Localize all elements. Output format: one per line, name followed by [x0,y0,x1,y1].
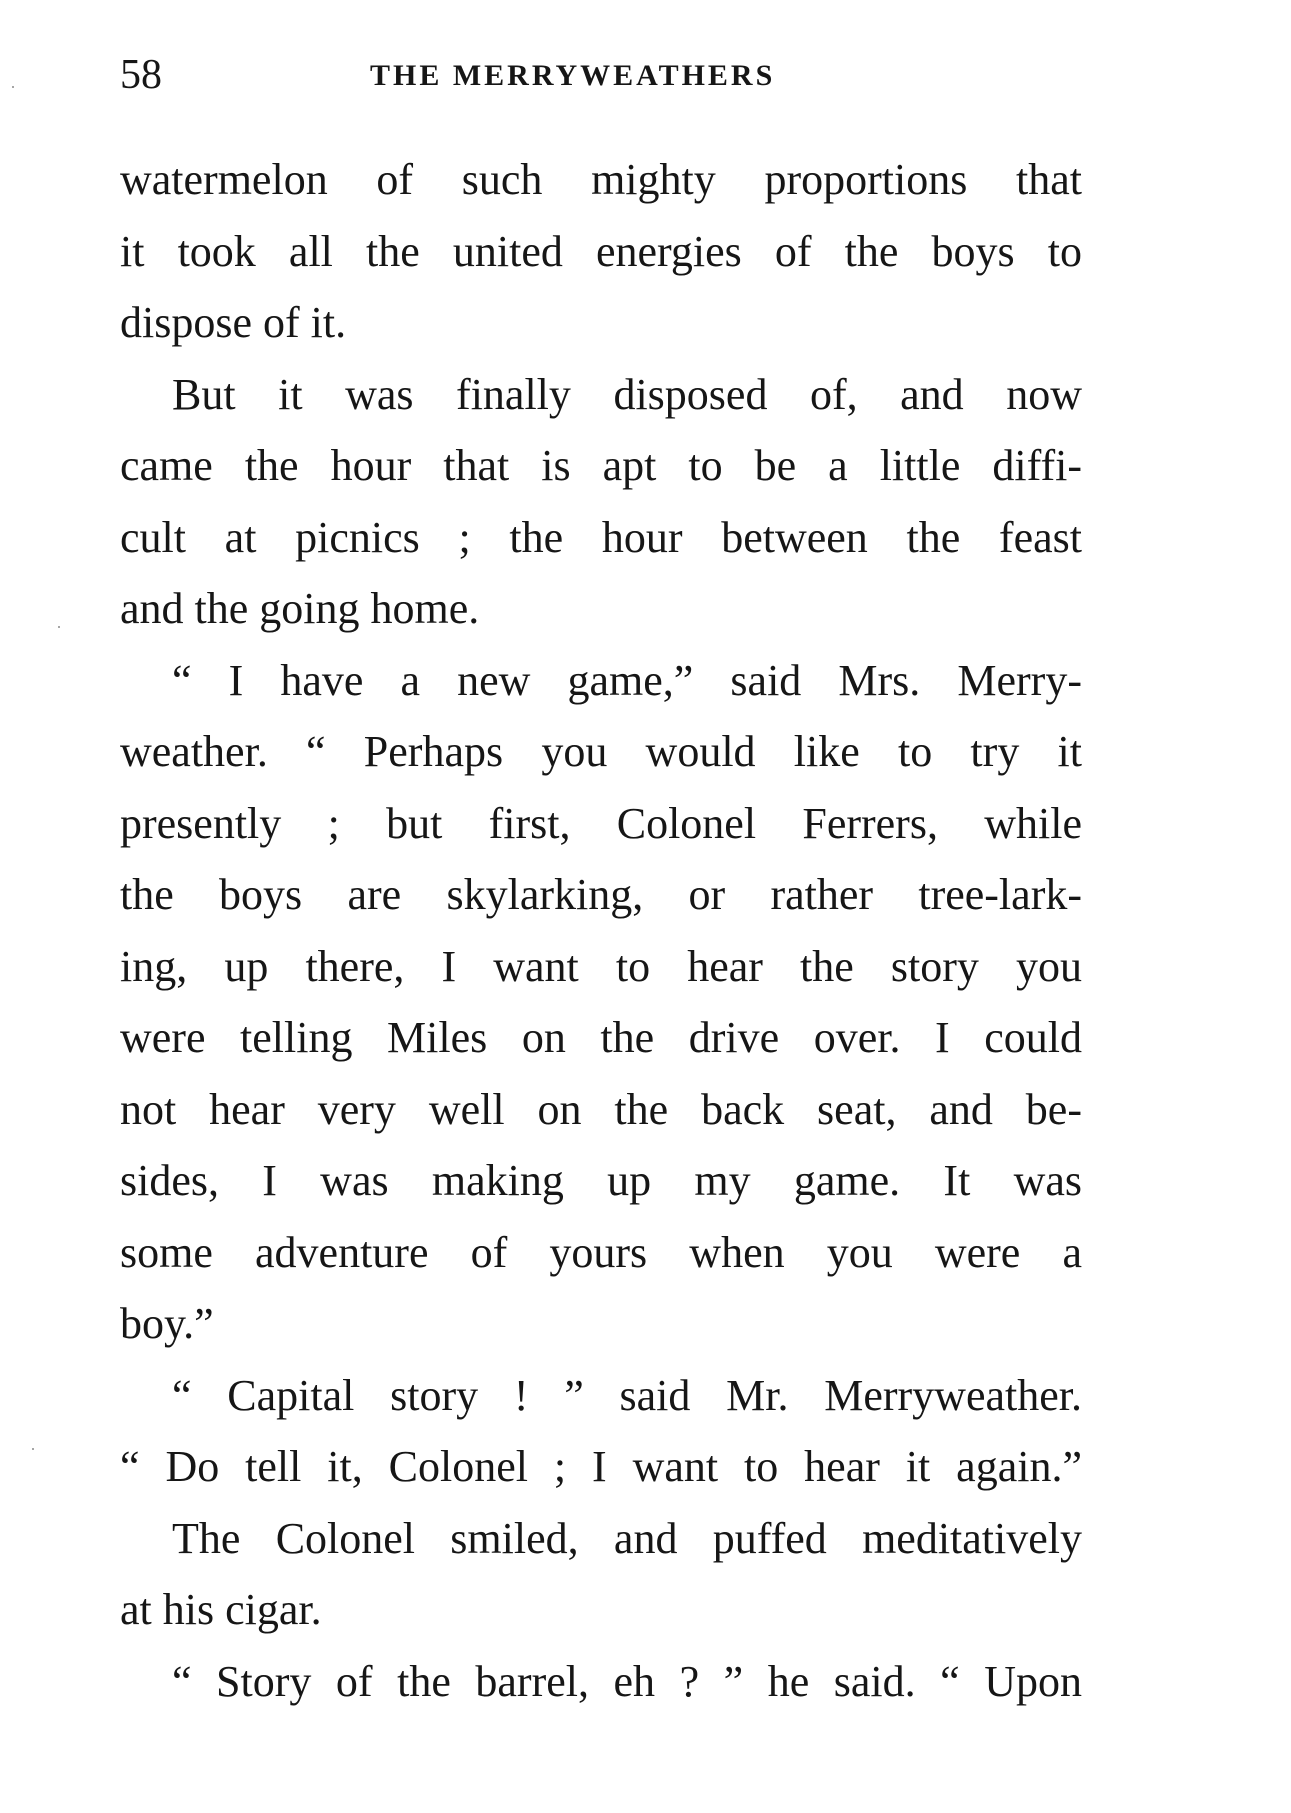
text-line: dispose of it. [120,298,347,347]
paper-speck [32,1448,34,1450]
text-line: “ Capital story ! ” said Mr. Merryweather. [172,1370,1082,1420]
text-line: “ Do tell it, Colonel ; I want to hear it again.” [120,1442,1082,1491]
text-line: the boys are skylarking, or rather tree-lark- [120,870,1082,919]
text-line: it took all the united energies of the boys to [120,226,1082,276]
text-line: presently ; but first, Colonel Ferrers, while [120,798,1082,848]
text-line: “ Story of the barrel, eh ? ” he said. “ Upon [172,1656,1082,1706]
text-line: at his cigar. [120,1585,322,1634]
page-number: 58 [120,52,162,98]
text-line: some adventure of yours when you were a [120,1227,1082,1277]
body-text [120,144,1082,1717]
text-line: cult at picnics ; the hour between the feast [120,512,1082,562]
text-line: and the going home. [120,584,480,633]
text-line: sides, I was making up my game. It was [120,1156,1082,1205]
running-title: THE MERRYWEATHERS [370,59,776,92]
paper-speck [58,626,60,628]
paper-speck [12,86,14,88]
text-line: “ I have a new game,” said Mrs. Merry- [172,655,1082,705]
running-head [120,50,1080,100]
text-line: were telling Miles on the drive over. I could [120,1013,1082,1062]
text-line: boy.” [120,1299,214,1348]
text-line: ing, up there, I want to hear the story you [120,941,1082,991]
text-line: came the hour that is apt to be a little diffi- [120,441,1082,490]
text-line: not hear very well on the back seat, and be- [120,1084,1082,1134]
text-line: The Colonel smiled, and puffed meditatively [172,1513,1082,1563]
text-line: watermelon of such mighty proportions that [120,155,1082,204]
text-line: But it was finally disposed of, and now [172,369,1082,419]
text-line: weather. “ Perhaps you would like to try it [120,727,1082,776]
